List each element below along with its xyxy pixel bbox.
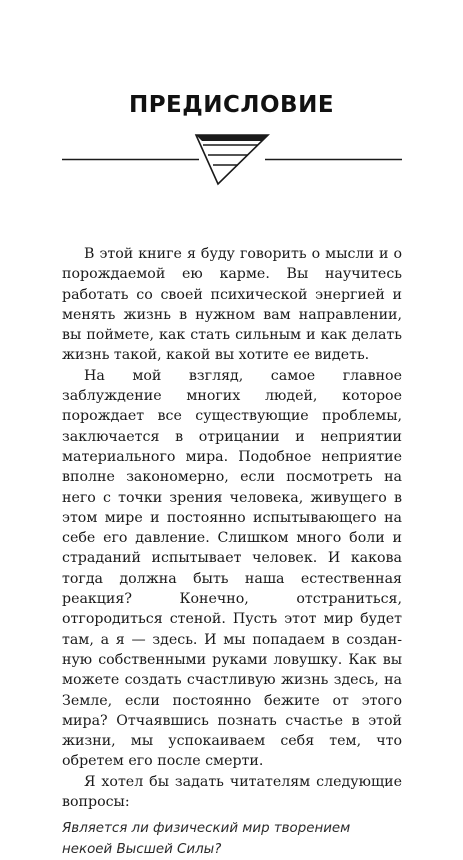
triangle-divider-ornament-icon bbox=[62, 132, 402, 188]
paragraph-questions-lead: Я хотел бы задать читателям следующие вопросы: bbox=[62, 773, 402, 811]
italic-question: Является ли физический мир творением некоей Высшей Силы? bbox=[62, 821, 351, 857]
paragraph-intro: В этой книге я буду говорить о мысли и о порождаемой ею карме. Вы научитесь работать со своей психической энергией и менять жизнь в нужном вам направлении, вы поймете, как стать сильным и как делать жизнь такой, какой вы хотите ее видеть. bbox=[62, 246, 402, 364]
chapter-title: ПРЕДИСЛОВИЕ bbox=[128, 92, 335, 118]
body-text bbox=[62, 244, 402, 860]
paragraph-main: На мой взгляд, самое главное заблуждение многих людей, которое порождает все существующие проблемы, заключается в отрицании и неприятии материального мира. Подобное неприятие вполне закономерно, если посмотреть на него с точки зрения человека, живущего в этом мире и постоянно испытывающего на себе его давление. Слишком много боли и страданий испытывает человек. И какова тогда должна быть наша естественная реакция? Конечно, отстраниться, отгородиться стеной. Пусть этот мир будет там, а я — здесь. И мы попадаем в созданную собственными руками ловушку. Как вы можете создать счастливую жизнь здесь, на Земле, если постоянно бежите от этого мира? Отчаявшись познать счастье в этой жизни, мы успокаиваем себя тем, что обретем его после смерти. bbox=[62, 367, 402, 770]
